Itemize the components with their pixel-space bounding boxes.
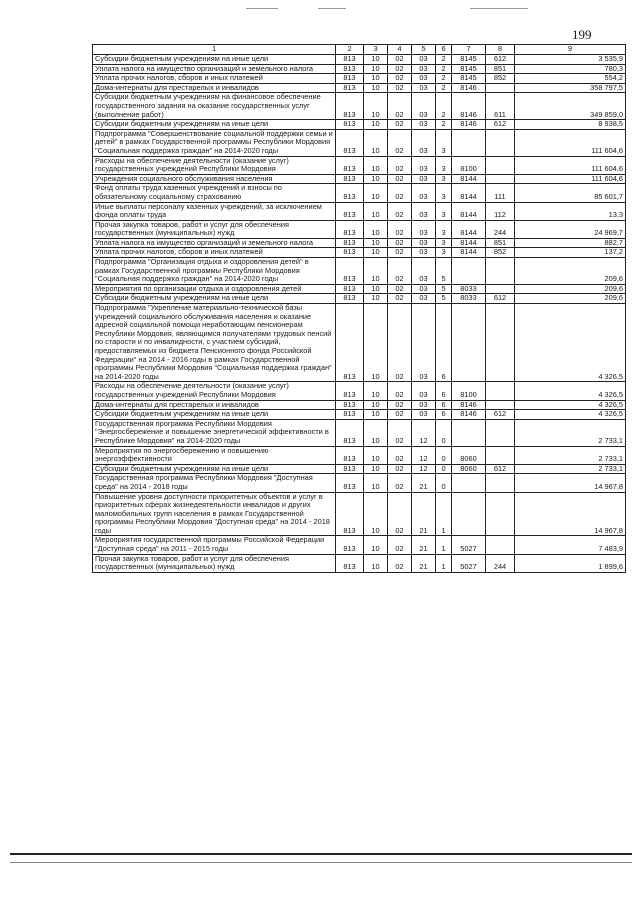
column-header: 3 [364,45,388,55]
row-program-code: 03 [412,238,436,248]
row-subprogram-code: 3 [436,202,452,220]
row-section-code: 10 [364,410,388,420]
row-name: Уплата прочих налогов, сборов и иных платежей [93,74,336,84]
row-ministry-code: 813 [336,202,364,220]
row-target-code: 8060 [452,464,486,474]
column-header: 4 [388,45,412,55]
row-amount: 111 604,6 [515,156,626,174]
row-ministry-code: 813 [336,258,364,285]
row-amount: 349 859,0 [515,93,626,120]
column-header: 1 [93,45,336,55]
row-program-code: 03 [412,129,436,156]
row-name: Субсидии бюджетным учреждениям на иные цели [93,464,336,474]
row-program-code: 03 [412,83,436,93]
row-expense-type-code [486,129,515,156]
row-ministry-code: 813 [336,410,364,420]
row-subprogram-code: 1 [436,492,452,536]
row-ministry-code: 813 [336,248,364,258]
row-expense-type-code: 612 [486,294,515,304]
row-target-code: 8144 [452,202,486,220]
row-subprogram-code: 5 [436,258,452,285]
row-amount: 111 604,6 [515,129,626,156]
row-subprogram-code: 3 [436,174,452,184]
row-name: Уплата налога на имущество организаций и земельного налога [93,238,336,248]
row-expense-type-code: 612 [486,55,515,65]
row-expense-type-code: 112 [486,202,515,220]
row-subsection-code: 02 [388,284,412,294]
row-subsection-code: 02 [388,248,412,258]
row-amount: 4 326,5 [515,304,626,382]
row-subprogram-code: 3 [436,156,452,174]
row-name: Подпрограмма "Организация отдыха и оздоровления детей" в рамках Государственной программы Республики Мордовия "Социальная поддержка граждан" на 2014-2020 годы [93,258,336,285]
row-ministry-code: 813 [336,238,364,248]
row-subsection-code: 02 [388,238,412,248]
row-section-code: 10 [364,446,388,464]
row-name: Мероприятия по организации отдыха и оздоровления детей [93,284,336,294]
row-name: Государственная программа Республики Мордовия "Энергосбережение и повышение энергетической эффективности в Республике Мордовия" на 2014-2020 годы [93,419,336,446]
row-subprogram-code: 0 [436,419,452,446]
row-target-code [452,492,486,536]
row-expense-type-code: 611 [486,93,515,120]
row-subprogram-code: 6 [436,400,452,410]
table-row [93,294,626,304]
row-amount: 7 483,9 [515,536,626,554]
row-ministry-code: 813 [336,474,364,492]
row-ministry-code: 813 [336,93,364,120]
scan-top-mark-mid [318,8,346,9]
table-row [93,284,626,294]
row-program-code: 03 [412,74,436,84]
row-expense-type-code [486,284,515,294]
bottom-rule-thick [10,853,632,855]
column-header: 8 [486,45,515,55]
row-name: Государственная программа Республики Мордовия "Доступная среда" на 2014 - 2018 годы [93,474,336,492]
table-row [93,174,626,184]
row-program-code: 03 [412,258,436,285]
row-target-code [452,258,486,285]
row-target-code: 8144 [452,238,486,248]
row-program-code: 21 [412,554,436,572]
row-program-code: 03 [412,284,436,294]
table-row [93,464,626,474]
scan-top-mark-right [470,8,528,9]
row-ministry-code: 813 [336,464,364,474]
row-ministry-code: 813 [336,400,364,410]
row-expense-type-code: 852 [486,74,515,84]
table-row [93,184,626,202]
row-amount: 4 326,5 [515,410,626,420]
row-name: Подпрограмма "Совершенствование социальной поддержки семьи и детей" в рамках Государственной программы Республики Мордовия "Социальная поддержка граждан" на 2014-2020 годы [93,129,336,156]
row-program-code: 12 [412,446,436,464]
row-expense-type-code: 612 [486,120,515,130]
row-subprogram-code: 3 [436,238,452,248]
row-name: Дома-интернаты для престарелых и инвалидов [93,400,336,410]
row-amount: 2 733,1 [515,419,626,446]
row-subsection-code: 02 [388,492,412,536]
row-target-code: 8146 [452,93,486,120]
row-section-code: 10 [364,304,388,382]
row-program-code: 03 [412,304,436,382]
table-row [93,202,626,220]
row-subsection-code: 02 [388,464,412,474]
row-target-code: 8033 [452,284,486,294]
table-row [93,446,626,464]
row-target-code: 8033 [452,294,486,304]
row-name: Учреждения социального обслуживания населения [93,174,336,184]
row-target-code: 8146 [452,83,486,93]
table-row [93,258,626,285]
row-amount: 209,6 [515,284,626,294]
row-program-code: 12 [412,464,436,474]
row-expense-type-code [486,474,515,492]
row-expense-type-code [486,304,515,382]
row-name: Мероприятия государственной программы Российской Федерации "Доступная среда" на 2011 - 2015 годы [93,536,336,554]
column-header-row [93,45,626,55]
table-row [93,83,626,93]
row-subprogram-code: 5 [436,284,452,294]
row-expense-type-code: 111 [486,184,515,202]
row-subsection-code: 02 [388,474,412,492]
row-amount: 24 969,7 [515,220,626,238]
column-header: 7 [452,45,486,55]
row-section-code: 10 [364,248,388,258]
row-ministry-code: 813 [336,184,364,202]
row-expense-type-code: 852 [486,248,515,258]
row-section-code: 10 [364,120,388,130]
row-program-code: 03 [412,400,436,410]
row-subprogram-code: 0 [436,446,452,464]
row-program-code: 21 [412,536,436,554]
row-section-code: 10 [364,220,388,238]
row-section-code: 10 [364,156,388,174]
row-subsection-code: 02 [388,419,412,446]
row-subsection-code: 02 [388,446,412,464]
row-ministry-code: 813 [336,536,364,554]
row-program-code: 03 [412,174,436,184]
row-ministry-code: 813 [336,64,364,74]
row-name: Подпрограмма "Укрепление материально-технической базы учреждений социального обслуживания населения и оказание адресной социальной помощи неработающим пенсионерам Республики Мордовия, являющимся получателями трудовых пенсий по старости и по инвалидности, с участием субсидий, предоставляемых из бюджета Пенсионного фонда Российской Федерации" на 2014 - 2016 годы в рамках Государственной программы Республики Мордовия "Социальная поддержка граждан" на 2014-2020 годы [93,304,336,382]
row-subsection-code: 02 [388,93,412,120]
row-name: Уплата прочих налогов, сборов и иных платежей [93,248,336,258]
row-program-code: 03 [412,294,436,304]
row-ministry-code: 813 [336,55,364,65]
row-expense-type-code [486,382,515,400]
row-subsection-code: 02 [388,536,412,554]
row-subsection-code: 02 [388,400,412,410]
row-subprogram-code: 1 [436,554,452,572]
row-section-code: 10 [364,284,388,294]
row-target-code: 8144 [452,174,486,184]
row-subsection-code: 02 [388,120,412,130]
row-amount: 85 601,7 [515,184,626,202]
row-ministry-code: 813 [336,294,364,304]
row-amount: 4 326,5 [515,400,626,410]
row-name: Субсидии бюджетным учреждениям на иные цели [93,55,336,65]
row-subsection-code: 02 [388,258,412,285]
page-number: 199 [572,27,592,42]
row-section-code: 10 [364,464,388,474]
row-subprogram-code: 2 [436,64,452,74]
row-amount: 554,2 [515,74,626,84]
row-target-code: 5027 [452,554,486,572]
scan-top-mark-left [246,8,278,9]
table-row [93,248,626,258]
column-header: 5 [412,45,436,55]
row-section-code: 10 [364,474,388,492]
bottom-rule-thin [10,862,632,863]
row-target-code: 5027 [452,536,486,554]
row-expense-type-code [486,446,515,464]
table-row [93,382,626,400]
row-expense-type-code [486,536,515,554]
table-row [93,120,626,130]
row-subprogram-code: 2 [436,120,452,130]
budget-table [92,44,626,573]
table-row [93,492,626,536]
table-row [93,93,626,120]
row-program-code: 03 [412,382,436,400]
row-subsection-code: 02 [388,129,412,156]
row-section-code: 10 [364,554,388,572]
row-name: Фонд оплаты труда казенных учреждений и взносы по обязательному социальному страхованию [93,184,336,202]
row-target-code: 8144 [452,220,486,238]
row-section-code: 10 [364,74,388,84]
row-amount: 4 326,5 [515,382,626,400]
row-target-code: 8146 [452,410,486,420]
row-amount: 209,6 [515,294,626,304]
row-ministry-code: 813 [336,419,364,446]
row-expense-type-code [486,492,515,536]
row-amount: 8 938,5 [515,120,626,130]
row-expense-type-code: 612 [486,410,515,420]
row-section-code: 10 [364,129,388,156]
row-subprogram-code: 6 [436,304,452,382]
table-row [93,156,626,174]
row-subprogram-code: 2 [436,83,452,93]
row-subsection-code: 02 [388,156,412,174]
row-subsection-code: 02 [388,382,412,400]
row-amount: 111 604,6 [515,174,626,184]
row-expense-type-code [486,156,515,174]
row-amount: 358 797,5 [515,83,626,93]
row-subprogram-code: 6 [436,382,452,400]
table-row [93,220,626,238]
row-subsection-code: 02 [388,64,412,74]
row-target-code [452,304,486,382]
row-ministry-code: 813 [336,382,364,400]
row-section-code: 10 [364,83,388,93]
row-amount: 1 899,6 [515,554,626,572]
row-target-code [452,129,486,156]
row-section-code: 10 [364,492,388,536]
row-target-code: 8145 [452,64,486,74]
row-target-code [452,474,486,492]
table-row [93,400,626,410]
row-name: Субсидии бюджетным учреждениям на иные цели [93,294,336,304]
row-subsection-code: 02 [388,83,412,93]
row-program-code: 03 [412,220,436,238]
row-section-code: 10 [364,64,388,74]
row-amount: 882,7 [515,238,626,248]
row-subsection-code: 02 [388,554,412,572]
table-row [93,410,626,420]
row-program-code: 03 [412,410,436,420]
row-subsection-code: 02 [388,184,412,202]
row-subprogram-code: 0 [436,464,452,474]
row-program-code: 03 [412,184,436,202]
row-program-code: 21 [412,474,436,492]
row-amount: 3 535,9 [515,55,626,65]
column-header: 6 [436,45,452,55]
row-target-code: 8145 [452,74,486,84]
row-program-code: 03 [412,202,436,220]
row-section-code: 10 [364,55,388,65]
row-section-code: 10 [364,400,388,410]
row-subprogram-code: 0 [436,474,452,492]
row-subsection-code: 02 [388,202,412,220]
row-subprogram-code: 1 [436,536,452,554]
row-program-code: 03 [412,156,436,174]
row-subsection-code: 02 [388,220,412,238]
row-name: Уплата налога на имущество организаций и земельного налога [93,64,336,74]
row-section-code: 10 [364,419,388,446]
table-row [93,64,626,74]
row-name: Субсидии бюджетным учреждениям на финансовое обеспечение государственного задания на оказание государственных услуг (выполнение работ) [93,93,336,120]
row-amount: 2 733,1 [515,446,626,464]
row-target-code: 8144 [452,184,486,202]
row-ministry-code: 813 [336,156,364,174]
row-expense-type-code [486,258,515,285]
table-row [93,74,626,84]
row-amount: 14 967,8 [515,474,626,492]
row-subprogram-code: 2 [436,93,452,120]
row-amount: 14 967,8 [515,492,626,536]
row-expense-type-code: 851 [486,64,515,74]
row-subprogram-code: 3 [436,184,452,202]
table-row [93,474,626,492]
row-expense-type-code: 244 [486,554,515,572]
row-subprogram-code: 3 [436,220,452,238]
row-expense-type-code [486,174,515,184]
column-header: 2 [336,45,364,55]
row-amount: 209,6 [515,258,626,285]
row-program-code: 03 [412,248,436,258]
row-subprogram-code: 3 [436,248,452,258]
table-row [93,536,626,554]
row-subsection-code: 02 [388,294,412,304]
row-section-code: 10 [364,93,388,120]
row-subprogram-code: 2 [436,74,452,84]
row-subsection-code: 02 [388,174,412,184]
row-target-code: 8100 [452,382,486,400]
row-subsection-code: 02 [388,74,412,84]
row-section-code: 10 [364,258,388,285]
row-name: Дома-интернаты для престарелых и инвалидов [93,83,336,93]
row-ministry-code: 813 [336,174,364,184]
row-amount: 137,2 [515,248,626,258]
row-amount: 780,3 [515,64,626,74]
table-row [93,55,626,65]
row-subprogram-code: 6 [436,410,452,420]
row-ministry-code: 813 [336,284,364,294]
row-section-code: 10 [364,536,388,554]
row-amount: 2 733,1 [515,464,626,474]
row-ministry-code: 813 [336,129,364,156]
column-header: 9 [515,45,626,55]
row-ministry-code: 813 [336,120,364,130]
row-target-code [452,419,486,446]
row-target-code: 8144 [452,248,486,258]
row-program-code: 21 [412,492,436,536]
row-name: Субсидии бюджетным учреждениям на иные цели [93,410,336,420]
row-target-code: 8060 [452,446,486,464]
row-program-code: 03 [412,120,436,130]
row-name: Субсидии бюджетным учреждениям на иные цели [93,120,336,130]
row-section-code: 10 [364,238,388,248]
row-expense-type-code [486,419,515,446]
row-name: Иные выплаты персоналу казенных учреждений, за исключением фонда оплаты труда [93,202,336,220]
row-program-code: 03 [412,64,436,74]
row-program-code: 03 [412,55,436,65]
table-body [93,45,626,573]
row-subsection-code: 02 [388,410,412,420]
table-row [93,129,626,156]
row-name: Мероприятия по энергосбережению и повышению энергоэффективности [93,446,336,464]
row-ministry-code: 813 [336,492,364,536]
row-section-code: 10 [364,184,388,202]
row-name: Прочая закупка товаров, работ и услуг для обеспечения государственных (муниципальных) нужд [93,554,336,572]
row-program-code: 12 [412,419,436,446]
row-section-code: 10 [364,294,388,304]
row-ministry-code: 813 [336,220,364,238]
row-target-code: 8145 [452,55,486,65]
row-program-code: 03 [412,93,436,120]
row-subprogram-code: 5 [436,294,452,304]
row-name: Повышение уровня доступности приоритетных объектов и услуг в приоритетных сферах жизнедеятельности инвалидов и других маломобильных групп населения в рамках Государственной программы Республики Мордовия "Доступная среда" на 2014 - 2018 годы [93,492,336,536]
row-section-code: 10 [364,382,388,400]
row-ministry-code: 813 [336,83,364,93]
table-row [93,238,626,248]
row-name: Прочая закупка товаров, работ и услуг для обеспечения государственных (муниципальных) нужд [93,220,336,238]
row-name: Расходы на обеспечение деятельности (оказание услуг) государственных учреждений Республики Мордовия [93,382,336,400]
row-target-code: 8146 [452,400,486,410]
row-subprogram-code: 3 [436,129,452,156]
row-target-code: 8100 [452,156,486,174]
row-subsection-code: 02 [388,55,412,65]
row-section-code: 10 [364,174,388,184]
row-expense-type-code [486,400,515,410]
row-expense-type-code [486,83,515,93]
row-ministry-code: 813 [336,304,364,382]
row-expense-type-code: 244 [486,220,515,238]
row-ministry-code: 813 [336,554,364,572]
table-row [93,554,626,572]
row-expense-type-code: 851 [486,238,515,248]
row-ministry-code: 813 [336,74,364,84]
row-subprogram-code: 2 [436,55,452,65]
row-expense-type-code: 612 [486,464,515,474]
table-row [93,419,626,446]
row-section-code: 10 [364,202,388,220]
row-ministry-code: 813 [336,446,364,464]
row-target-code: 8146 [452,120,486,130]
row-name: Расходы на обеспечение деятельности (оказание услуг) государственных учреждений Республики Мордовия [93,156,336,174]
row-amount: 13,3 [515,202,626,220]
table-row [93,304,626,382]
row-subsection-code: 02 [388,304,412,382]
